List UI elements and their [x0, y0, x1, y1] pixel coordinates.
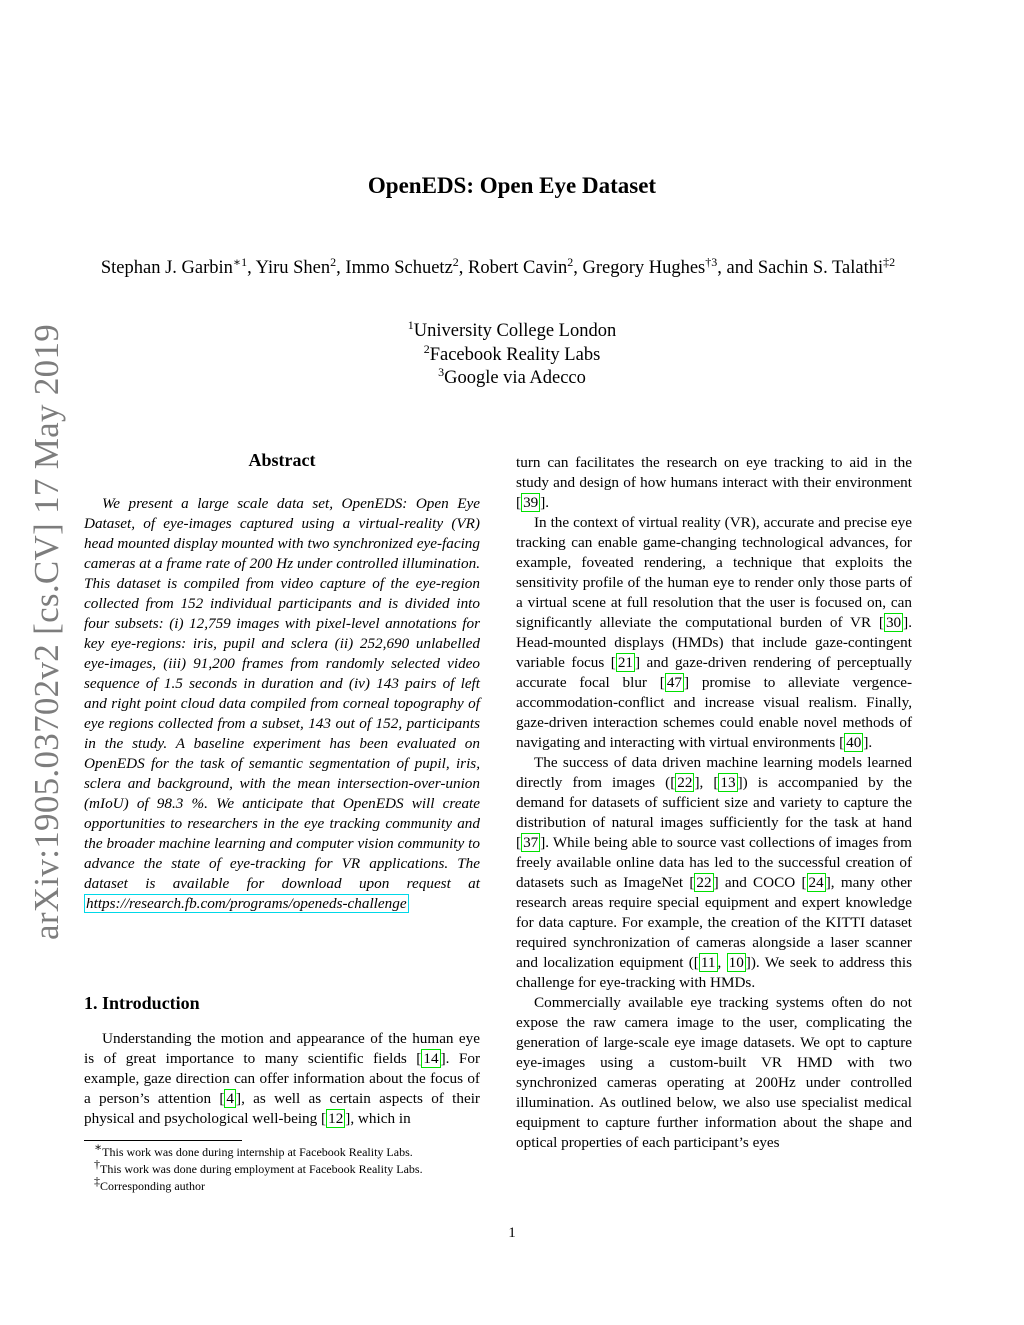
author-name: , and Sachin S. Talathi — [717, 258, 884, 278]
affiliation-mark: 1 — [407, 317, 414, 332]
paragraph: In the context of virtual reality (VR), accurate and precise eye tracking can enable game-changing technological advances, for example, foveated rendering, a technique that exploits the sensitivity profile of the human eye to render only those parts of a virtual scene at full resolution that the user is focused on, can significantly alleviate the computational burden of VR [ 30 ]. Head-mounted displays (HMDs) that include gaze-contingent variable focus [ 21 ] and gaze-driven rendering of perceptually accurate focal blur [ 47 ] promise to alleviate vergence-accommodation-conflict and increase visual realism. Finally, gaze-driven interaction schemes could enable novel methods of navigating and interacting with virtual environments [ 40 ]. — [516, 514, 912, 751]
citation-link[interactable]: 37 — [523, 834, 539, 851]
footnote-text: This work was done during internship at Facebook Reality Labs. — [102, 1145, 413, 1159]
paragraph: The success of data driven machine learning models learned directly from images ([ 22 ], [ 13 ]) is accompanied by the demand for datasets of sufficient size and variety to capture the distribution of natural images sufficiently for the task at hand [ 37 ]. While being able to source vast collections of images from freely available online data has led to the successful creation of datasets such as ImageNet [ 22 ] and COCO [ 24 ], many other research areas require special equipment and expert knowledge for data capture. For example, the creation of the KITTI dataset required synchronization of cameras alongside a laser scanner and localization equipment ([ 11 , 10 ]). We seek to address this challenge for eye-tracking with HMDs. — [516, 754, 913, 991]
author-name: , Robert Cavin — [458, 258, 568, 278]
section-heading-introduction: 1. Introduction — [84, 993, 200, 1013]
author-name: , Immo Schuetz — [336, 258, 453, 278]
author-mark: 2 — [330, 254, 337, 269]
paragraph: Commercially available eye tracking systems often do not expose the raw camera image to the user, complicating the generation of large-scale eye image datasets. We opt to capture eye-images using a custom-built VR HMD with two synchronized cameras operating at 200Hz under controlled illumination. As outlined below, we also use specialist medical equipment to capture further information about the shape and optical properties of each participant’s eyes — [516, 994, 912, 1151]
citation-link[interactable]: 11 — [700, 954, 716, 971]
citation-link[interactable]: 22 — [677, 774, 693, 791]
author-mark: †3 — [705, 254, 718, 269]
arxiv-identifier: arXiv:1905.03702v2 [cs.CV] 17 May 2019 — [27, 323, 66, 940]
abstract-body — [84, 494, 480, 914]
citation-link[interactable]: 24 — [808, 874, 824, 891]
citation-link[interactable]: 40 — [846, 734, 862, 751]
footnote-mark: ‡ — [94, 1174, 100, 1188]
author-name: , Gregory Hughes — [573, 258, 706, 278]
citation-link[interactable]: 4 — [226, 1090, 235, 1107]
paragraph: turn can facilitates the research on eye tracking to aid in the study and design of how humans interact with their environment [ 39 ]. — [516, 454, 912, 511]
citation-link[interactable]: 21 — [617, 654, 634, 671]
author-mark: ∗1 — [232, 254, 248, 269]
author-list — [90, 256, 906, 281]
citation-link[interactable]: 14 — [423, 1050, 439, 1067]
introduction-body — [84, 1029, 480, 1129]
abstract-paragraph — [84, 494, 480, 914]
right-column — [516, 453, 912, 1153]
citation-link[interactable]: 10 — [728, 954, 744, 971]
affiliation-name: Google via Adecco — [444, 368, 586, 388]
author-name: , Yiru Shen — [247, 258, 331, 278]
footnote-text: This work was done during employment at Facebook Reality Labs. — [100, 1162, 423, 1176]
footnotes — [84, 1140, 484, 1195]
citation-link[interactable]: 47 — [666, 674, 683, 691]
footnote — [84, 1157, 484, 1178]
citation-link[interactable]: 22 — [696, 874, 712, 891]
affiliation-name: Facebook Reality Labs — [429, 344, 601, 365]
footnote-mark: † — [94, 1157, 100, 1171]
affiliation-mark: 2 — [423, 341, 430, 356]
abstract-text: We present a large scale data set, OpenEDS: Open Eye Dataset, of eye-images captured using a virtual-reality (VR) head mounted display mounted with two synchronized eye-facing cameras at a frame rate of 200 Hz under controlled illumination. This dataset is compiled from video capture of the eye-region collected from 152 individual participants and is divided into four subsets: (i) 12,759 images with pixel-level annotations for key eye-regions: iris, pupil and sclera (ii) 252,690 unlabelled eye-images, (iii) 91,200 frames from randomly selected video sequence of 1.5 seconds in duration and (iv) 143 pairs of left and right point cloud data compiled from corneal topography of eye regions collected from a subset, 143 out of 152, participants in the study. A baseline experiment has been evaluated on OpenEDS for the task of semantic segmentation of pupil, iris, sclera and background, with the mean intersection-over-union (mIoU) of 98.3 %. We anticipate that OpenEDS will create opportunities to researchers in the eye tracking community and the broader machine learning and computer vision community to advance the state of eye-tracking for VR applications. The dataset is available for download upon request at — [84, 495, 480, 892]
paper-title: OpenEDS: Open Eye Dataset — [367, 173, 657, 198]
affiliation — [0, 341, 1024, 368]
affiliation — [0, 317, 1024, 344]
footnote-text: Corresponding author — [100, 1179, 205, 1193]
footnote-mark: ∗ — [94, 1140, 103, 1154]
citation-link[interactable]: 13 — [720, 774, 736, 791]
footnote-divider — [84, 1140, 242, 1141]
citation-link[interactable]: 30 — [885, 614, 902, 631]
citation-link[interactable]: 12 — [328, 1110, 344, 1127]
abstract-heading: Abstract — [248, 450, 316, 470]
author-mark: 2 — [567, 254, 574, 269]
author-mark: 2 — [452, 254, 459, 269]
citation-link[interactable]: 39 — [523, 494, 539, 511]
footnote — [84, 1174, 484, 1195]
paragraph: Understanding the motion and appearance of the human eye is of great importance to many scientific fields [ 14 ]. For example, gaze direction can offer information about the focus of a person’s attention [ 4 ], as well as certain aspects of their physical and psychological well-being [ 12 ], which in — [84, 1030, 481, 1127]
affiliation — [0, 364, 1024, 391]
author-name: Stephan J. Garbin — [100, 258, 233, 278]
page-number: 1 — [508, 1225, 516, 1241]
dataset-link[interactable]: https://research.fb.com/programs/openeds-challenge — [86, 895, 407, 912]
affiliation-name: University College London — [413, 321, 617, 341]
affiliation-list — [0, 317, 1024, 391]
author-mark: ‡2 — [883, 254, 896, 269]
affiliation-mark: 3 — [438, 364, 445, 379]
footnote — [84, 1140, 484, 1161]
